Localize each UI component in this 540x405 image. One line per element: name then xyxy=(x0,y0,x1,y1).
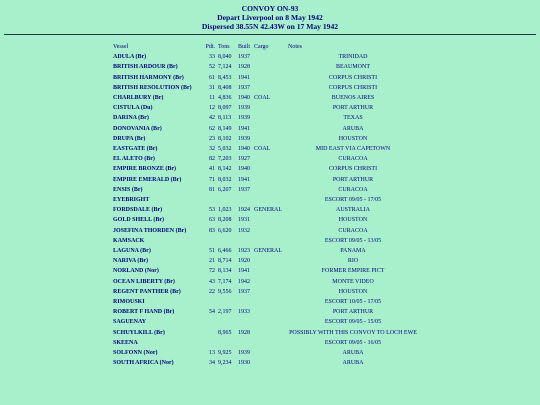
cell-vessel: SKEENA xyxy=(113,339,138,346)
cell-tons xyxy=(218,297,238,307)
cell-pdt: 62 xyxy=(209,125,215,132)
cell-pdt xyxy=(203,236,218,246)
cell-vessel: LAGUNA (Br) xyxy=(113,248,151,255)
cell-vessel: BRITISH ARDOUR (Br) xyxy=(113,64,178,71)
cell-tons: 8,032 xyxy=(218,176,232,183)
cell-vessel: ADULA (Br) xyxy=(113,54,147,61)
cell-tons: 8,714 xyxy=(218,258,232,265)
cell-built: 1941 xyxy=(238,74,250,81)
table-row xyxy=(113,52,418,62)
cell-cargo xyxy=(254,83,288,93)
cell-vessel: EMPIRE EMERALD (Br) xyxy=(113,176,182,183)
table-row xyxy=(113,134,418,144)
cell-pdt: 83 xyxy=(209,227,215,234)
cell-pdt: 42 xyxy=(209,115,215,122)
table-row xyxy=(113,175,418,185)
cell-tons xyxy=(218,338,238,348)
cell-notes: ESCORT 09/05 - 17/05 xyxy=(324,197,382,204)
cell-vessel: DRUPA (Br) xyxy=(113,135,146,142)
cell-notes: POSSIBLY WITH THIS CONVOY TO LOCH EWE xyxy=(289,329,417,336)
cell-pdt xyxy=(203,195,218,205)
cell-cargo xyxy=(254,195,288,205)
cell-cargo xyxy=(254,52,288,62)
table-row xyxy=(113,103,418,113)
cell-cargo xyxy=(254,307,288,317)
cell-vessel: EASTGATE (Br) xyxy=(113,146,158,153)
cell-tons: 7,203 xyxy=(218,156,232,163)
cell-vessel: SCHUYLKILL (Br) xyxy=(113,329,165,336)
convoy-header xyxy=(0,4,540,32)
cell-notes: ARUBA xyxy=(342,125,364,132)
cell-tons: 8,134 xyxy=(218,268,232,275)
cell-notes: CURACOA xyxy=(338,186,368,193)
cell-tons: 8,097 xyxy=(218,105,232,112)
cell-vessel: NORLAND (Nor) xyxy=(113,268,159,275)
cell-tons: 8,149 xyxy=(218,125,232,132)
table-row xyxy=(113,93,418,103)
cell-notes: TEXAS xyxy=(343,115,363,122)
cell-cargo xyxy=(254,62,288,72)
cell-cargo xyxy=(254,317,288,327)
cell-pdt: 71 xyxy=(209,176,215,183)
cell-tons: 8,453 xyxy=(218,74,232,81)
cell-tons: 8,142 xyxy=(218,166,232,173)
table-row xyxy=(113,113,418,123)
cell-cargo: COAL xyxy=(254,146,271,153)
cell-pdt: 21 xyxy=(209,258,215,265)
cell-cargo: GENERAL xyxy=(254,248,282,255)
cell-notes: FORMER EMPIRE PICT xyxy=(321,268,385,275)
cell-tons: 6,620 xyxy=(218,227,232,234)
cell-tons: 9,556 xyxy=(218,288,232,295)
cell-tons: 8,040 xyxy=(218,54,232,61)
cell-cargo: COAL xyxy=(254,95,271,102)
cell-notes: AUSTRALIA xyxy=(336,207,370,214)
cell-pdt: 23 xyxy=(209,135,215,142)
table-row xyxy=(113,154,418,164)
convoy-table xyxy=(113,42,418,369)
cell-notes: ARUBA xyxy=(342,350,364,357)
cell-tons: 8,113 xyxy=(218,115,232,122)
cell-notes: HOUSTON xyxy=(338,288,368,295)
cell-pdt: 61 xyxy=(209,74,215,81)
cell-built: 1920 xyxy=(238,258,250,265)
cell-cargo: GENERAL xyxy=(254,207,282,214)
cell-tons: 9,234 xyxy=(218,360,232,367)
cell-notes: HOUSTON xyxy=(338,135,368,142)
cell-cargo xyxy=(254,266,288,276)
cell-built: 1932 xyxy=(238,227,250,234)
cell-tons: 8,965 xyxy=(218,329,232,336)
cell-built: 1928 xyxy=(238,64,250,71)
cell-cargo xyxy=(254,73,288,83)
cell-built xyxy=(238,195,254,205)
cell-pdt: 82 xyxy=(209,156,215,163)
cell-pdt: 32 xyxy=(209,146,215,153)
col-vessel: Vessel xyxy=(113,44,129,50)
table-row xyxy=(113,358,418,368)
table-row xyxy=(113,144,418,154)
cell-notes: CURACOA xyxy=(338,156,368,163)
table-row xyxy=(113,317,418,327)
cell-notes: CORPUS CHRISTI xyxy=(328,84,378,91)
cell-pdt: 81 xyxy=(209,186,215,193)
cell-cargo xyxy=(254,256,288,266)
cell-vessel: ENSIS (Br) xyxy=(113,186,143,193)
cell-cargo xyxy=(254,348,288,358)
cell-pdt: 51 xyxy=(209,248,215,255)
cell-built: 1937 xyxy=(238,288,250,295)
cell-notes: BEAUMONT xyxy=(336,64,370,71)
cell-notes: ESCORT 09/05 - 15/05 xyxy=(324,319,382,326)
cell-notes: PANAMA xyxy=(340,248,366,255)
table-row xyxy=(113,256,418,266)
cell-built: 1937 xyxy=(238,186,250,193)
cell-notes: CORPUS CHRISTI xyxy=(328,166,378,173)
cell-built: 1937 xyxy=(238,84,250,91)
cell-notes: BUENOS AIRES xyxy=(331,95,375,102)
cell-vessel: ROBERT F HAND (Br) xyxy=(113,309,175,316)
cell-pdt xyxy=(203,338,218,348)
departure-line: Depart Liverpool on 8 May 1942 xyxy=(217,13,323,23)
cell-built: 1941 xyxy=(238,268,250,275)
cell-vessel: GOLD SHELL (Br) xyxy=(113,217,165,224)
cell-built xyxy=(238,297,254,307)
cell-built: 1939 xyxy=(238,135,250,142)
cell-tons xyxy=(218,236,238,246)
cell-tons: 7,174 xyxy=(218,278,232,285)
table-row xyxy=(113,348,418,358)
cell-notes: ESCORT 10/05 - 17/05 xyxy=(324,299,382,306)
cell-cargo xyxy=(254,338,288,348)
cell-built: 1940 xyxy=(238,146,250,153)
cell-notes: CORPUS CHRISTI xyxy=(328,74,378,81)
cell-pdt xyxy=(203,328,218,338)
table-row xyxy=(113,83,418,93)
cell-tons: 8,102 xyxy=(218,135,232,142)
cell-cargo xyxy=(254,154,288,164)
cell-pdt: 34 xyxy=(209,360,215,367)
cell-notes: PORT ARTHUR xyxy=(332,309,374,316)
cell-tons xyxy=(218,195,238,205)
cell-tons: 4,836 xyxy=(218,95,232,102)
table-header-row xyxy=(113,42,418,52)
cell-pdt xyxy=(203,297,218,307)
col-built: Built xyxy=(238,44,251,50)
cell-cargo xyxy=(254,297,288,307)
cell-tons: 2,197 xyxy=(218,309,232,316)
cell-vessel: NARIVA (Br) xyxy=(113,258,149,265)
cell-pdt: 63 xyxy=(209,217,215,224)
table-row xyxy=(113,215,418,225)
cell-notes: PORT ARTHUR xyxy=(332,176,374,183)
cell-tons: 8,408 xyxy=(218,84,232,91)
convoy-title: CONVOY ON-93 xyxy=(241,4,299,13)
cell-cargo xyxy=(254,277,288,287)
table-row xyxy=(113,73,418,83)
cell-built: 1941 xyxy=(238,125,250,132)
cell-vessel: BRITISH HARMONY (Br) xyxy=(113,74,184,81)
cell-notes: ESCORT 09/05 - 16/05 xyxy=(324,339,382,346)
cell-vessel: RIMOUSKI xyxy=(113,299,145,306)
cell-notes: ESCORT 09/05 - 13/05 xyxy=(324,237,382,244)
table-row xyxy=(113,338,418,348)
cell-built: 1924 xyxy=(238,207,250,214)
table-row xyxy=(113,246,418,256)
cell-notes: MONTE VIDEO xyxy=(332,278,374,285)
cell-built: 1930 xyxy=(238,360,250,367)
col-pdt: Pdt. xyxy=(205,44,215,50)
col-cargo: Cargo xyxy=(254,44,269,50)
cell-vessel: SAGUENAY xyxy=(113,319,147,326)
table-row xyxy=(113,226,418,236)
cell-cargo xyxy=(254,226,288,236)
cell-pdt: 13 xyxy=(209,350,215,357)
cell-notes: ARUBA xyxy=(342,360,364,367)
cell-built: 1939 xyxy=(238,350,250,357)
cell-tons: 6,207 xyxy=(218,186,232,193)
dispersal-line: Dispersed 38.55N 42.43W on 17 May 1942 xyxy=(201,22,339,32)
table-row xyxy=(113,185,418,195)
cell-vessel: REGENT PANTHER (Br) xyxy=(113,288,181,295)
cell-cargo xyxy=(254,236,288,246)
cell-notes: PORT ARTHUR xyxy=(332,105,374,112)
cell-cargo xyxy=(254,215,288,225)
cell-notes: TRINIDAD xyxy=(338,54,368,61)
cell-tons: 7,124 xyxy=(218,64,232,71)
table-row xyxy=(113,124,418,134)
table-row xyxy=(113,195,418,205)
table-row xyxy=(113,287,418,297)
cell-tons: 5,032 xyxy=(218,146,232,153)
cell-vessel: CISTULA (Du) xyxy=(113,105,153,112)
cell-vessel: EL ALETO (Br) xyxy=(113,156,155,163)
table-row xyxy=(113,266,418,276)
cell-pdt: 22 xyxy=(209,288,215,295)
cell-vessel: JOSEFINA THORDEN (Br) xyxy=(113,227,187,234)
col-notes: Notes xyxy=(288,44,302,50)
cell-cargo xyxy=(254,103,288,113)
cell-vessel: DONOVANIA (Br) xyxy=(113,125,162,132)
table-row xyxy=(113,297,418,307)
cell-vessel: EYEBRIGHT xyxy=(113,197,150,204)
col-tons: Tons xyxy=(218,44,230,50)
cell-tons: 6,466 xyxy=(218,248,232,255)
cell-vessel: FORDSDALE (Br) xyxy=(113,207,163,214)
cell-built: 1937 xyxy=(238,54,250,61)
cell-built: 1928 xyxy=(238,329,250,336)
cell-built: 1942 xyxy=(238,278,250,285)
cell-vessel: OCEAN LIBERTY (Br) xyxy=(113,278,175,285)
cell-pdt xyxy=(203,317,218,327)
table-row xyxy=(113,328,418,338)
cell-cargo xyxy=(254,185,288,195)
cell-tons xyxy=(218,317,238,327)
cell-pdt: 54 xyxy=(209,309,215,316)
cell-tons: 8,208 xyxy=(218,217,232,224)
cell-pdt: 31 xyxy=(209,84,215,91)
cell-tons: 9,925 xyxy=(218,350,232,357)
cell-cargo xyxy=(254,164,288,174)
cell-built: 1940 xyxy=(238,166,250,173)
cell-built: 1931 xyxy=(238,217,250,224)
table-row xyxy=(113,236,418,246)
cell-cargo xyxy=(254,328,288,338)
cell-cargo xyxy=(254,175,288,185)
cell-cargo xyxy=(254,287,288,297)
cell-built: 1927 xyxy=(238,156,250,163)
cell-built: 1933 xyxy=(238,309,250,316)
cell-pdt: 41 xyxy=(209,166,215,173)
cell-vessel: EMPIRE BRONZE (Br) xyxy=(113,166,176,173)
cell-vessel: SOLFONN (Nor) xyxy=(113,350,158,357)
cell-built: 1939 xyxy=(238,105,250,112)
header-divider xyxy=(4,34,536,35)
cell-built: 1939 xyxy=(238,115,250,122)
table-row xyxy=(113,205,418,215)
cell-tons: 1,023 xyxy=(218,207,232,214)
cell-vessel: CHARLBURY (Br) xyxy=(113,95,164,102)
cell-notes: HOUSTON xyxy=(338,217,368,224)
cell-vessel: SOUTH AFRICA (Nor) xyxy=(113,360,174,367)
cell-pdt: 72 xyxy=(209,268,215,275)
cell-built: 1940 xyxy=(238,95,250,102)
table-row xyxy=(113,307,418,317)
cell-cargo xyxy=(254,134,288,144)
cell-pdt: 43 xyxy=(209,278,215,285)
cell-notes: MID EAST VIA CAPETOWN xyxy=(315,146,391,153)
cell-cargo xyxy=(254,124,288,134)
cell-pdt: 12 xyxy=(209,105,215,112)
cell-notes: RIO xyxy=(347,258,359,265)
cell-built xyxy=(238,317,254,327)
cell-vessel: DARINA (Br) xyxy=(113,115,149,122)
cell-pdt: 11 xyxy=(209,95,215,102)
cell-vessel: BRITISH RESOLUTION (Br) xyxy=(113,84,192,91)
cell-pdt: 53 xyxy=(209,207,215,214)
table-row xyxy=(113,277,418,287)
table-row xyxy=(113,62,418,72)
cell-cargo xyxy=(254,113,288,123)
cell-built xyxy=(238,236,254,246)
cell-built: 1941 xyxy=(238,176,250,183)
cell-built: 1923 xyxy=(238,248,250,255)
table-row xyxy=(113,164,418,174)
cell-built xyxy=(238,338,254,348)
cell-notes: CURACOA xyxy=(338,227,368,234)
cell-vessel: KAMSACK xyxy=(113,237,145,244)
cell-pdt: 52 xyxy=(209,64,215,71)
cell-pdt: 33 xyxy=(209,54,215,61)
cell-cargo xyxy=(254,358,288,368)
